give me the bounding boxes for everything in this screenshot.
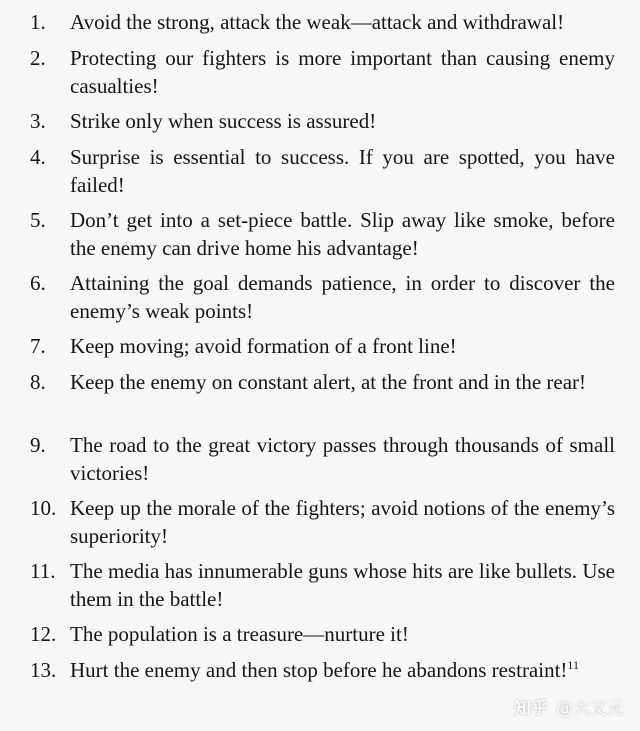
rule-text: The road to the great victory passes through thousands of small victories! bbox=[70, 433, 615, 485]
rule-number: 2. bbox=[30, 46, 46, 70]
rule-text: Strike only when success is assured! bbox=[70, 109, 377, 133]
list-item bbox=[0, 431, 640, 494]
list-item bbox=[0, 8, 640, 44]
list-item bbox=[0, 143, 640, 206]
rule-text-content: Hurt the enemy and then stop before he abandons restraint! bbox=[70, 658, 568, 682]
rule-number: 10. bbox=[30, 496, 57, 520]
list-item bbox=[0, 107, 640, 143]
rule-number: 4. bbox=[30, 145, 46, 169]
rule-text: Avoid the strong, attack the weak—attack and withdrawal! bbox=[70, 10, 565, 34]
rule-number: 6. bbox=[30, 271, 46, 295]
rule-number: 9. bbox=[30, 433, 46, 457]
watermark bbox=[514, 694, 624, 719]
list-item bbox=[0, 44, 640, 107]
list-item bbox=[0, 557, 640, 620]
list-item bbox=[0, 269, 640, 332]
rule-text: The population is a treasure—nurture it! bbox=[70, 622, 409, 646]
brand-logo: 知乎 bbox=[514, 699, 548, 719]
list-item bbox=[0, 206, 640, 269]
list-item bbox=[0, 494, 640, 557]
rule-text: Keep up the morale of the fighters; avoid notions of the enemy’s superiority! bbox=[70, 496, 615, 548]
rule-text: Keep moving; avoid formation of a front line! bbox=[70, 334, 457, 358]
rule-text bbox=[70, 656, 615, 684]
list-item bbox=[0, 368, 640, 431]
rule-text: Protecting our fighters is more important than causing enemy casualties! bbox=[70, 46, 615, 98]
rule-text: Don’t get into a set-piece battle. Slip away like smoke, before the enemy can drive home his advantage! bbox=[70, 208, 615, 260]
numbered-rule-list bbox=[0, 8, 640, 719]
rule-text: The media has innumerable guns whose hits are like bullets. Use them in the battle! bbox=[70, 559, 615, 611]
rule-number: 7. bbox=[30, 334, 46, 358]
rule-number: 13. bbox=[30, 658, 57, 682]
rule-text: Surprise is essential to success. If you are spotted, you have failed! bbox=[70, 145, 615, 197]
rule-number: 3. bbox=[30, 109, 46, 133]
rule-text: Attaining the goal demands patience, in order to discover the enemy’s weak points! bbox=[70, 271, 615, 323]
footnote-marker: 11 bbox=[567, 658, 579, 672]
rule-number: 1. bbox=[30, 10, 46, 34]
list-item bbox=[0, 620, 640, 656]
list-item bbox=[0, 332, 640, 368]
author-handle: @大又元 bbox=[556, 699, 624, 719]
rule-number: 5. bbox=[30, 208, 46, 232]
rule-text: Keep the enemy on constant alert, at the front and in the rear! bbox=[70, 370, 587, 394]
rule-number: 11. bbox=[30, 559, 56, 583]
rule-number: 8. bbox=[30, 370, 46, 394]
rule-number: 12. bbox=[30, 622, 57, 646]
